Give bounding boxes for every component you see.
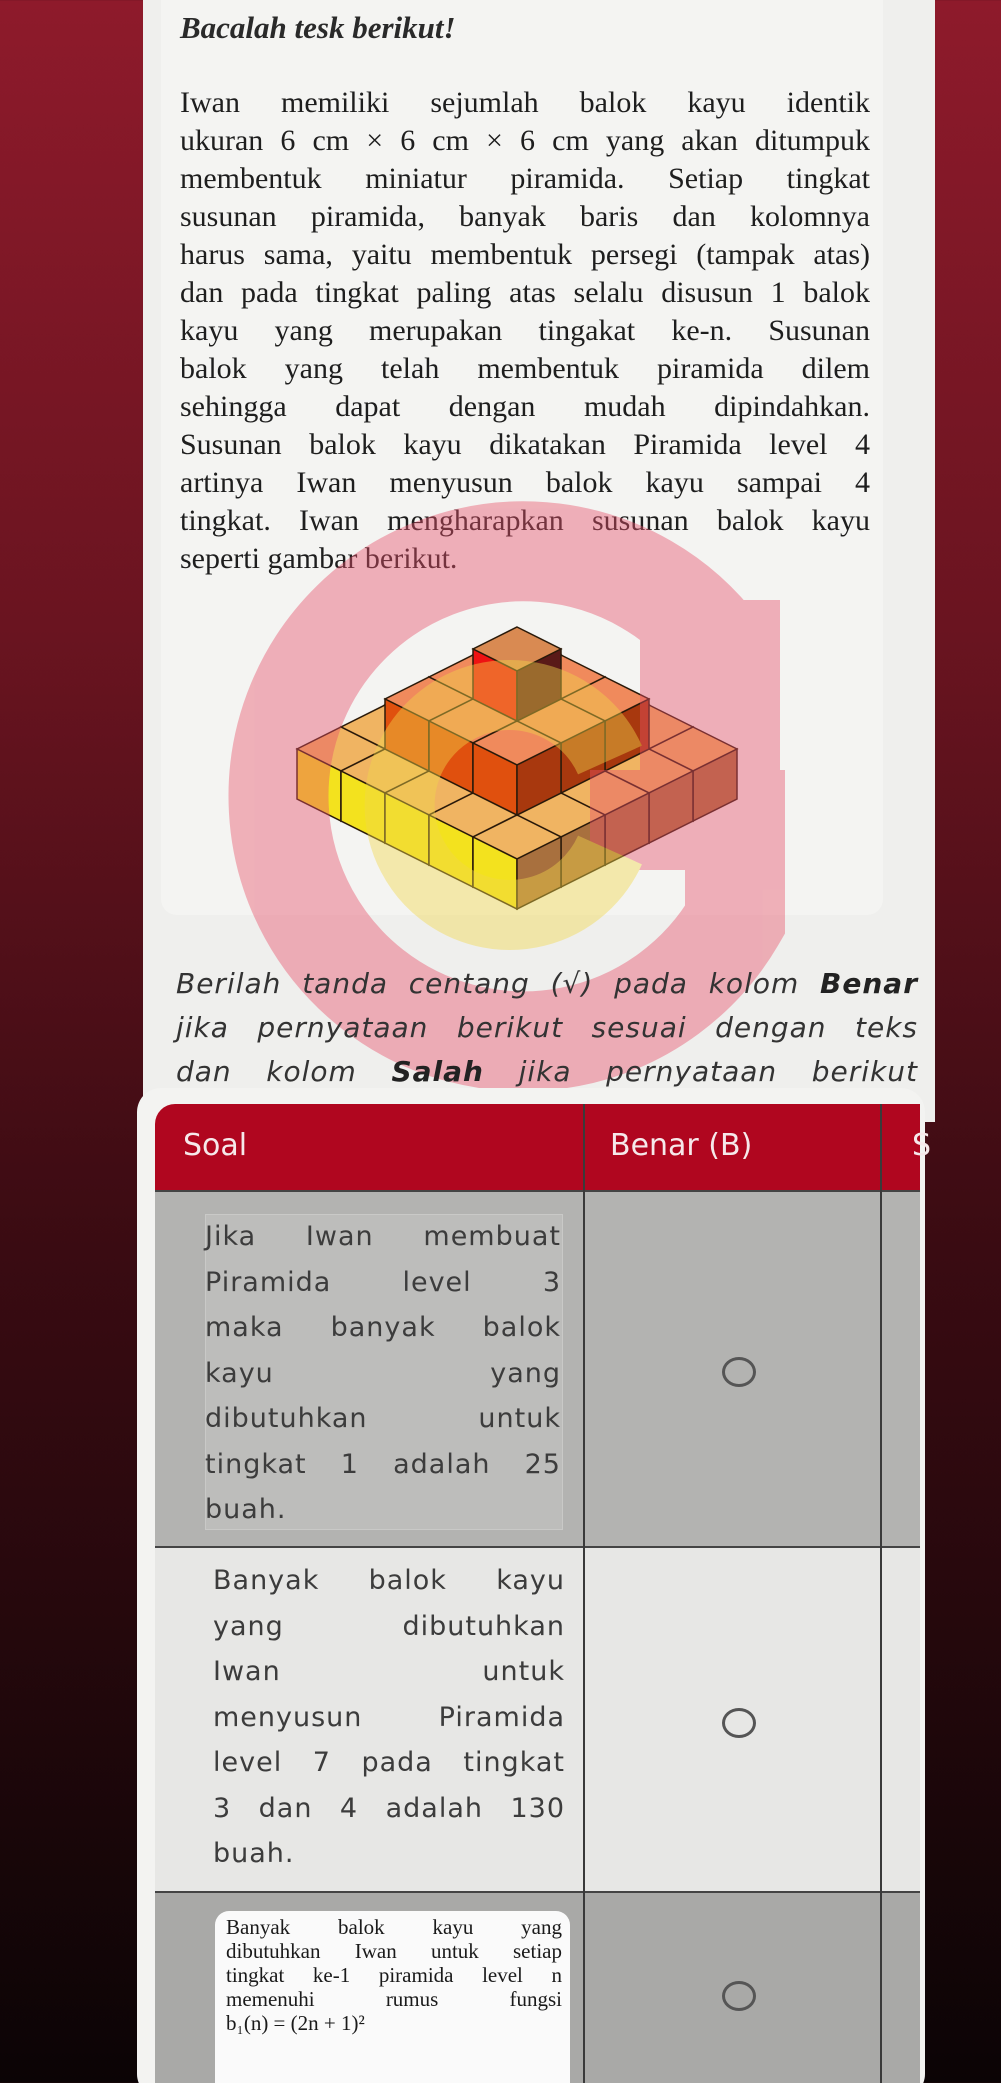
text-line: memenuhi rumus fungsi <box>226 1987 562 2011</box>
salah-keyword: Salah <box>391 1055 484 1088</box>
text-line: seperti gambar berikut. <box>180 542 458 575</box>
benar-keyword: Benar <box>820 967 918 1000</box>
text-line: kayu yang <box>205 1357 561 1389</box>
text-line: membentuk miniatur piramida. Setiap tingkat <box>180 162 870 195</box>
header-soal: Soal <box>183 1128 248 1163</box>
text-line: Banyak balok kayu yang <box>226 1915 562 1939</box>
reading-title: Bacalah tesk berikut! <box>180 10 456 45</box>
table-header <box>155 1104 932 1190</box>
text-line: menyusun Piramida <box>213 1701 565 1733</box>
statement-text <box>213 1558 565 1877</box>
text-line: sehingga dapat dengan mudah dipindahkan. <box>180 390 870 423</box>
benar-radio[interactable] <box>722 1708 756 1738</box>
text-line: buah. <box>213 1838 295 1869</box>
text-line: level 7 pada tingkat <box>213 1747 565 1778</box>
text-line: dibutuhkan Iwan untuk setiap <box>226 1939 562 1963</box>
statement-text <box>205 1214 561 1533</box>
text-line: tingkat ke-1 piramida level n <box>226 1963 562 1987</box>
instruction-line: jika pernyataan berikut sesuai dengan teks <box>176 1011 918 1044</box>
instruction-line: jika pernyataan berikut <box>483 1055 918 1088</box>
text-line: maka banyak balok <box>205 1312 561 1343</box>
text-line: dan pada tingkat paling atas selalu disusun 1 balok <box>180 276 870 309</box>
text-line: buah. <box>205 1494 287 1525</box>
text-line: b₁(n) = (2n + 1)² <box>226 2011 365 2035</box>
text-line: dibutuhkan untuk <box>205 1403 561 1434</box>
text-line: balok yang telah membentuk piramida dilem <box>180 352 870 385</box>
text-line: harus sama, yaitu membentuk persegi (tampak atas) <box>180 238 870 271</box>
text-line: susunan piramida, banyak baris dan kolomnya <box>180 200 870 233</box>
text-line: Jika Iwan membuat <box>205 1221 561 1252</box>
benar-radio[interactable] <box>722 1981 756 2011</box>
text-line: Piramida level 3 <box>205 1266 561 1298</box>
text-line: Iwan untuk <box>213 1656 565 1687</box>
text-line: 3 dan 4 adalah 130 <box>213 1792 565 1824</box>
instruction-line: dan kolom <box>176 1055 392 1088</box>
text-line: yang dibutuhkan <box>213 1610 565 1642</box>
instruction-text <box>176 962 918 1094</box>
header-salah: S <box>912 1128 932 1163</box>
text-line: Banyak balok kayu <box>213 1565 565 1596</box>
benar-radio[interactable] <box>722 1357 756 1387</box>
table-row <box>155 1546 920 1891</box>
instruction-line: Berilah tanda centang (√) pada kolom <box>176 967 821 1000</box>
text-line: ukuran 6 cm × 6 cm × 6 cm yang akan ditumpuk <box>180 124 870 157</box>
text-line: tingkat. Iwan mengharapkan susunan balok kayu <box>180 504 870 537</box>
text-line: tingkat 1 adalah 25 <box>205 1448 561 1480</box>
text-line: kayu yang merupakan tingakat ke-n. Susunan <box>180 314 870 347</box>
column-divider <box>880 1104 882 2083</box>
header-benar: Benar (B) <box>610 1128 753 1163</box>
table-row <box>155 1190 920 1546</box>
text-line: artinya Iwan menyusun balok kayu sampai 4 <box>180 466 870 499</box>
text-line: Iwan memiliki sejumlah balok kayu identik <box>180 86 870 119</box>
table-row <box>155 1891 920 2083</box>
text-line: Susunan balok kayu dikatakan Piramida level 4 <box>180 428 870 461</box>
statement-text <box>226 1915 562 2035</box>
column-divider <box>583 1104 585 2083</box>
